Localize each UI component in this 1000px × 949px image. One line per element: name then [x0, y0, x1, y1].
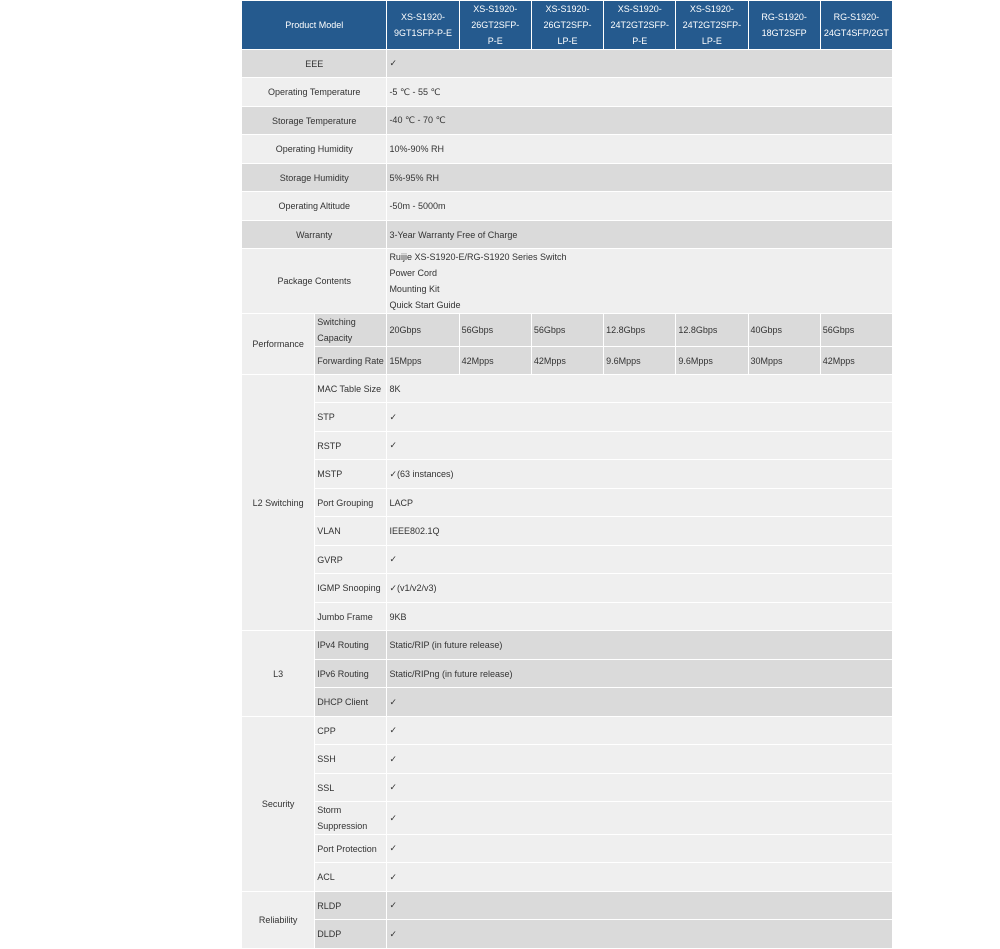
perf-value: 42Mpps	[820, 347, 892, 375]
spec-label: Package Contents	[242, 249, 387, 314]
group-label-performance: Performance	[242, 314, 315, 375]
perf-value: 42Mpps	[531, 347, 603, 375]
spec-sublabel: MSTP	[315, 460, 387, 489]
package-item: Ruijie XS-S1920-E/RG-S1920 Series Switch	[389, 252, 567, 262]
perf-value: 56Gbps	[531, 314, 603, 347]
spec-row	[242, 432, 893, 460]
spec-label: EEE	[242, 50, 387, 78]
spec-value: -40 ℃ - 70 ℃	[387, 107, 893, 135]
model-header: RG-S1920- 18GT2SFP	[748, 1, 820, 50]
spec-label: Operating Altitude	[242, 192, 387, 221]
spec-value: ✓(63 instances)	[387, 460, 893, 489]
group-label-security: Security	[242, 717, 315, 892]
perf-value: 42Mpps	[459, 347, 531, 375]
spec-value: -5 ℃ - 55 ℃	[387, 78, 893, 107]
spec-row	[242, 546, 893, 574]
spec-row	[242, 314, 893, 347]
spec-value: ✓(v1/v2/v3)	[387, 574, 893, 603]
spec-row	[242, 745, 893, 774]
spec-value: ✓	[387, 717, 893, 745]
spec-value: LACP	[387, 489, 893, 517]
spec-row	[242, 460, 893, 489]
perf-value: 15Mpps	[387, 347, 459, 375]
spec-sublabel: RLDP	[315, 892, 387, 920]
spec-row	[242, 135, 893, 164]
spec-sublabel: IGMP Snooping	[315, 574, 387, 603]
header-row	[242, 1, 893, 50]
group-label-l3: L3	[242, 631, 315, 717]
spec-row	[242, 892, 893, 920]
spec-value: IEEE802.1Q	[387, 517, 893, 546]
spec-value: ✓	[387, 802, 893, 835]
model-header: RG-S1920- 24GT4SFP/2GT	[820, 1, 892, 50]
spec-row	[242, 688, 893, 717]
spec-row	[242, 863, 893, 892]
spec-sublabel: CPP	[315, 717, 387, 745]
spec-sublabel: GVRP	[315, 546, 387, 574]
package-item: Quick Start Guide	[389, 300, 461, 310]
perf-value: 40Gbps	[748, 314, 820, 347]
perf-value: 20Gbps	[387, 314, 459, 347]
spec-sublabel: VLAN	[315, 517, 387, 546]
spec-row	[242, 920, 893, 949]
spec-row	[242, 717, 893, 745]
spec-sublabel: IPv4 Routing	[315, 631, 387, 660]
spec-value: 8K	[387, 375, 893, 403]
spec-sublabel: RSTP	[315, 432, 387, 460]
spec-row	[242, 489, 893, 517]
spec-value: ✓	[387, 50, 893, 78]
spec-row	[242, 835, 893, 863]
spec-value: ✓	[387, 432, 893, 460]
spec-value: ✓	[387, 835, 893, 863]
spec-sublabel: SSH	[315, 745, 387, 774]
spec-value: ✓	[387, 688, 893, 717]
product-model-header: Product Model	[242, 1, 387, 50]
spec-row	[242, 660, 893, 688]
spec-sublabel: Jumbo Frame	[315, 603, 387, 631]
model-header: XS-S1920- 26GT2SFP- P-E	[459, 1, 531, 50]
perf-value: 30Mpps	[748, 347, 820, 375]
spec-sublabel: DHCP Client	[315, 688, 387, 717]
package-contents-row	[242, 249, 893, 314]
spec-row	[242, 78, 893, 107]
spec-sublabel: Port Protection	[315, 835, 387, 863]
spec-value: 5%-95% RH	[387, 164, 893, 192]
spec-label: Storage Humidity	[242, 164, 387, 192]
spec-value: 10%-90% RH	[387, 135, 893, 164]
spec-value: ✓	[387, 920, 893, 949]
model-header: XS-S1920- 26GT2SFP- LP-E	[531, 1, 603, 50]
package-item: Mounting Kit	[389, 284, 440, 294]
spec-row	[242, 517, 893, 546]
spec-table	[241, 0, 893, 949]
spec-sublabel: Port Grouping	[315, 489, 387, 517]
spec-sublabel: Forwarding Rate	[315, 347, 387, 375]
perf-value: 12.8Gbps	[676, 314, 748, 347]
model-header: XS-S1920- 24T2GT2SFP- LP-E	[676, 1, 748, 50]
spec-label: Warranty	[242, 221, 387, 249]
perf-value: 56Gbps	[820, 314, 892, 347]
group-label-l2: L2 Switching	[242, 375, 315, 631]
spec-sublabel: IPv6 Routing	[315, 660, 387, 688]
spec-value: 9KB	[387, 603, 893, 631]
spec-row	[242, 774, 893, 802]
spec-row	[242, 375, 893, 403]
spec-row	[242, 221, 893, 249]
spec-value: ✓	[387, 774, 893, 802]
spec-sublabel: ACL	[315, 863, 387, 892]
spec-row	[242, 347, 893, 375]
spec-row	[242, 403, 893, 432]
spec-value: 3-Year Warranty Free of Charge	[387, 221, 893, 249]
spec-value: ✓	[387, 403, 893, 432]
spec-row	[242, 50, 893, 78]
spec-sublabel: MAC Table Size	[315, 375, 387, 403]
spec-value: ✓	[387, 745, 893, 774]
spec-label: Operating Humidity	[242, 135, 387, 164]
spec-sublabel: SSL	[315, 774, 387, 802]
spec-sublabel: DLDP	[315, 920, 387, 949]
spec-row	[242, 107, 893, 135]
spec-sublabel: Storm Suppression	[315, 802, 387, 835]
package-item: Power Cord	[389, 268, 437, 278]
perf-value: 9.6Mpps	[604, 347, 676, 375]
spec-row	[242, 164, 893, 192]
perf-value: 56Gbps	[459, 314, 531, 347]
model-header: XS-S1920- 9GT1SFP-P-E	[387, 1, 459, 50]
spec-sublabel: STP	[315, 403, 387, 432]
spec-sublabel: Switching Capacity	[315, 314, 387, 347]
spec-row	[242, 603, 893, 631]
spec-row	[242, 574, 893, 603]
spec-label: Storage Temperature	[242, 107, 387, 135]
spec-value: Static/RIPng (in future release)	[387, 660, 893, 688]
spec-label: Operating Temperature	[242, 78, 387, 107]
spec-row	[242, 631, 893, 660]
perf-value: 9.6Mpps	[676, 347, 748, 375]
group-label-reliability: Reliability	[242, 892, 315, 949]
spec-row	[242, 192, 893, 221]
perf-value: 12.8Gbps	[604, 314, 676, 347]
spec-row	[242, 802, 893, 835]
spec-value: Static/RIP (in future release)	[387, 631, 893, 660]
spec-value: ✓	[387, 892, 893, 920]
package-contents-list	[387, 249, 893, 314]
spec-value: -50m - 5000m	[387, 192, 893, 221]
model-header: XS-S1920- 24T2GT2SFP- P-E	[604, 1, 676, 50]
spec-value: ✓	[387, 546, 893, 574]
spec-value: ✓	[387, 863, 893, 892]
